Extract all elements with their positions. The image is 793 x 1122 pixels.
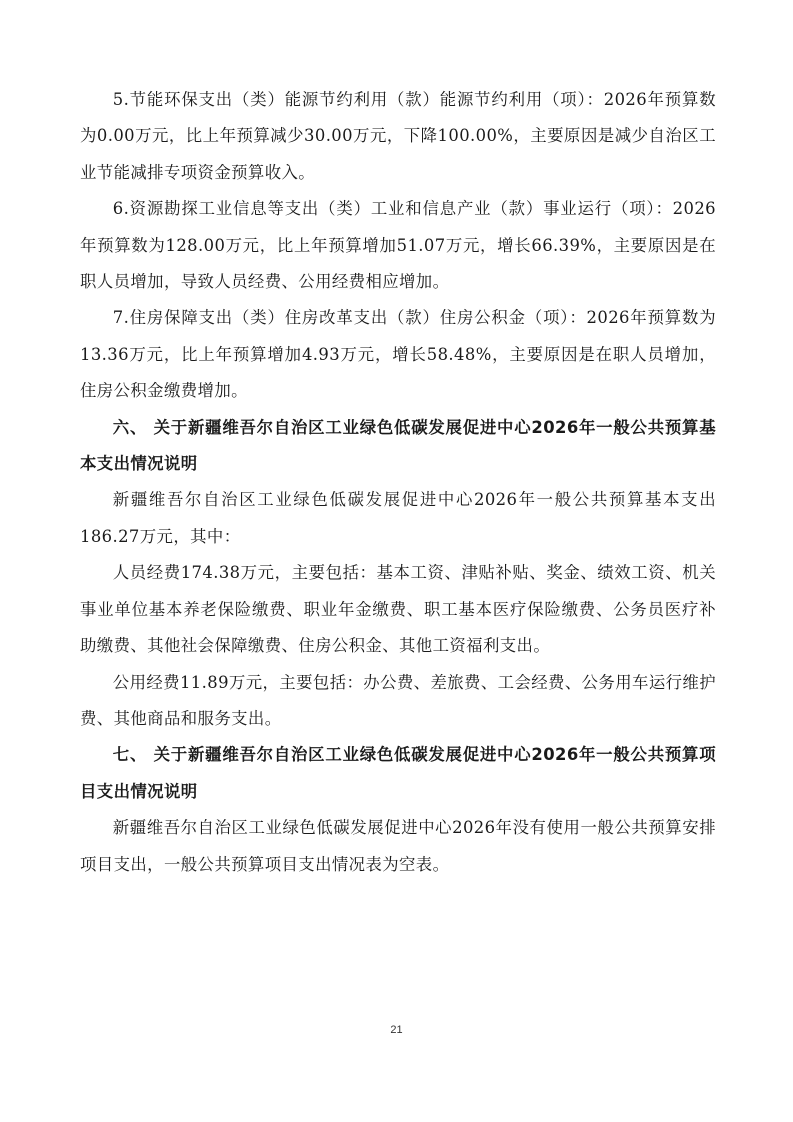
- paragraph-housing-security: 7.住房保障支出（类）住房改革支出（款）住房公积金（项）：2026年预算数为13.36万元，比上年预算增加4.93万元，增长58.48%，主要原因是在职人员增加，住房公积金缴费增加。: [80, 308, 716, 401]
- section-7-heading: 七、 关于新疆维吾尔自治区工业绿色低碳发展促进中心2026年一般公共预算项目支出情况说明: [80, 745, 716, 801]
- section-6-intro: 新疆维吾尔自治区工业绿色低碳发展促进中心2026年一般公共预算基本支出186.27万元，其中：: [80, 490, 716, 546]
- section-6-heading: 六、 关于新疆维吾尔自治区工业绿色低碳发展促进中心2026年一般公共预算基本支出情况说明: [80, 417, 716, 474]
- section-6-public-expense: 公用经费11.89万元，主要包括：办公费、差旅费、工会经费、公务用车运行维护费、其他商品和服务支出。: [80, 672, 716, 728]
- section-6-personnel-expense: 人员经费174.38万元，主要包括：基本工资、津贴补贴、奖金、绩效工资、机关事业单位基本养老保险缴费、职业年金缴费、职工基本医疗保险缴费、公务员医疗补助缴费、其他社会保障缴费、住房公积金、其他工资福利支出。: [80, 563, 716, 656]
- document-body: [80, 82, 716, 883]
- page-number: 21: [390, 1024, 403, 1036]
- section-7-body: 新疆维吾尔自治区工业绿色低碳发展促进中心2026年没有使用一般公共预算安排项目支出，一般公共预算项目支出情况表为空表。: [80, 818, 716, 874]
- paragraph-energy-saving: 5.节能环保支出（类）能源节约利用（款）能源节约利用（项）：2026年预算数为0.00万元，比上年预算减少30.00万元，下降100.00%，主要原因是减少自治区工业节能减排专项资金预算收入。: [80, 90, 716, 182]
- paragraph-resource-exploration: 6.资源勘探工业信息等支出（类）工业和信息产业（款）事业运行（项）：2026年预算数为128.00万元，比上年预算增加51.07万元，增长66.39%，主要原因是在职人员增加，导致人员经费、公用经费相应增加。: [80, 199, 716, 292]
